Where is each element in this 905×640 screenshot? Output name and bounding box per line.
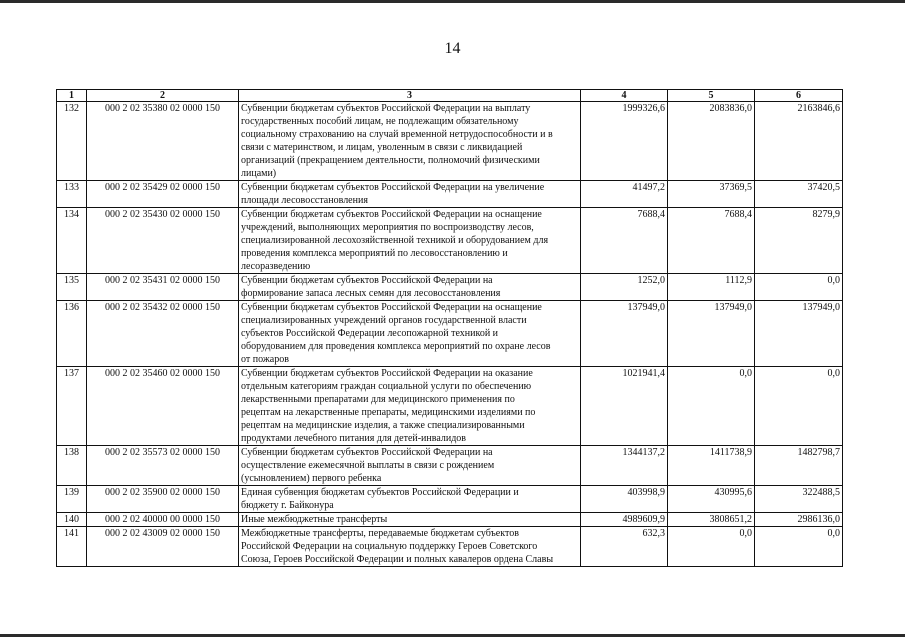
description-line: Субвенции бюджетам субъектов Российской Федерации на оказание bbox=[241, 368, 533, 379]
description-cell bbox=[239, 527, 581, 567]
description-line: Единая субвенция бюджетам субъектов Российской Федерации и bbox=[241, 487, 519, 498]
description-line: осуществление ежемесячной выплаты в связи с рождением bbox=[241, 460, 495, 471]
budget-code-cell: 000 2 02 35573 02 0000 150 bbox=[87, 446, 239, 486]
description-line: лесоразведению bbox=[241, 261, 311, 272]
description-line: Иные межбюджетные трансферты bbox=[241, 514, 388, 525]
table-row bbox=[57, 301, 843, 367]
value-col4-cell: 41497,2 bbox=[581, 181, 668, 208]
column-header: 5 bbox=[668, 90, 755, 102]
budget-code-cell: 000 2 02 40000 00 0000 150 bbox=[87, 513, 239, 527]
description-line: от пожаров bbox=[241, 354, 289, 365]
table-row bbox=[57, 208, 843, 274]
page-number: 14 bbox=[444, 40, 461, 57]
description-cell bbox=[239, 301, 581, 367]
table-row bbox=[57, 486, 843, 513]
value-col6-cell: 1482798,7 bbox=[755, 446, 843, 486]
description-line: субъектов Российской Федерации лесопожарной техникой и bbox=[241, 328, 499, 339]
description-line: Субвенции бюджетам субъектов Российской Федерации на оснащение bbox=[241, 209, 542, 220]
value-col5-cell: 0,0 bbox=[668, 367, 755, 446]
description-line: отдельным категориям граждан социальной услуги по обеспечению bbox=[241, 381, 532, 392]
table-row bbox=[57, 274, 843, 301]
table-row bbox=[57, 446, 843, 486]
row-number-cell: 138 bbox=[57, 446, 87, 486]
description-line: Субвенции бюджетам субъектов Российской Федерации на выплату bbox=[241, 103, 531, 114]
description-line: государственных пособий лицам, не подлежащим обязательному bbox=[241, 116, 519, 127]
value-col6-cell: 37420,5 bbox=[755, 181, 843, 208]
value-col5-cell: 1411738,9 bbox=[668, 446, 755, 486]
row-number-cell: 135 bbox=[57, 274, 87, 301]
description-line: лицами) bbox=[241, 168, 277, 179]
budget-code-cell: 000 2 02 35900 02 0000 150 bbox=[87, 486, 239, 513]
value-col4-cell: 1021941,4 bbox=[581, 367, 668, 446]
budget-code-cell: 000 2 02 35430 02 0000 150 bbox=[87, 208, 239, 274]
budget-table bbox=[56, 89, 843, 567]
description-cell bbox=[239, 181, 581, 208]
column-header: 1 bbox=[57, 90, 87, 102]
value-col5-cell: 37369,5 bbox=[668, 181, 755, 208]
row-number-cell: 137 bbox=[57, 367, 87, 446]
description-line: специализированных учреждений органов государственной власти bbox=[241, 315, 527, 326]
value-col4-cell: 632,3 bbox=[581, 527, 668, 567]
row-number-cell: 141 bbox=[57, 527, 87, 567]
description-cell bbox=[239, 367, 581, 446]
value-col4-cell: 7688,4 bbox=[581, 208, 668, 274]
row-number-cell: 134 bbox=[57, 208, 87, 274]
budget-code-cell: 000 2 02 43009 02 0000 150 bbox=[87, 527, 239, 567]
description-line: формирование запаса лесных семян для лесовосстановления bbox=[241, 288, 501, 299]
description-line: бюджету г. Байконура bbox=[241, 500, 334, 511]
description-line: Субвенции бюджетам субъектов Российской Федерации на оснащение bbox=[241, 302, 542, 313]
value-col6-cell: 0,0 bbox=[755, 527, 843, 567]
description-line: продуктами лечебного питания для детей-инвалидов bbox=[241, 433, 467, 444]
row-number-cell: 132 bbox=[57, 102, 87, 181]
table-row bbox=[57, 527, 843, 567]
value-col4-cell: 1344137,2 bbox=[581, 446, 668, 486]
table-header-row bbox=[57, 90, 843, 102]
row-number-cell: 139 bbox=[57, 486, 87, 513]
value-col5-cell: 0,0 bbox=[668, 527, 755, 567]
column-header: 4 bbox=[581, 90, 668, 102]
description-line: Союза, Героев Российской Федерации и полных кавалеров ордена Славы bbox=[241, 554, 554, 565]
description-cell bbox=[239, 513, 581, 527]
table-row bbox=[57, 513, 843, 527]
description-line: рецептам на лекарственные препараты, медицинскими изделиями по bbox=[241, 407, 536, 418]
description-line: рецептам на медицинские изделия, а также специализированными bbox=[241, 420, 525, 431]
description-cell bbox=[239, 486, 581, 513]
scan-border-bottom bbox=[0, 634, 905, 637]
description-line: (усыновлением) первого ребенка bbox=[241, 473, 382, 484]
value-col5-cell: 2083836,0 bbox=[668, 102, 755, 181]
value-col5-cell: 3808651,2 bbox=[668, 513, 755, 527]
description-line: Субвенции бюджетам субъектов Российской Федерации на увеличение bbox=[241, 182, 545, 193]
description-line: площади лесовосстановления bbox=[241, 195, 368, 206]
description-line: Субвенции бюджетам субъектов Российской Федерации на bbox=[241, 275, 493, 286]
budget-code-cell: 000 2 02 35431 02 0000 150 bbox=[87, 274, 239, 301]
description-cell bbox=[239, 102, 581, 181]
description-line: связи с материнством, и лицам, уволенным в связи с ликвидацией bbox=[241, 142, 523, 153]
value-col6-cell: 322488,5 bbox=[755, 486, 843, 513]
description-line: Российской Федерации на социальную поддержку Героев Советского bbox=[241, 541, 538, 552]
row-number-cell: 133 bbox=[57, 181, 87, 208]
value-col6-cell: 0,0 bbox=[755, 274, 843, 301]
column-header: 2 bbox=[87, 90, 239, 102]
value-col6-cell: 2163846,6 bbox=[755, 102, 843, 181]
value-col5-cell: 430995,6 bbox=[668, 486, 755, 513]
description-line: проведения комплекса мероприятий по лесовосстановлению и bbox=[241, 248, 508, 259]
value-col6-cell: 2986136,0 bbox=[755, 513, 843, 527]
description-cell bbox=[239, 208, 581, 274]
value-col4-cell: 1252,0 bbox=[581, 274, 668, 301]
description-line: организаций (прекращением деятельности, полномочий физическими bbox=[241, 155, 540, 166]
table-row bbox=[57, 102, 843, 181]
table-body bbox=[57, 102, 843, 567]
value-col5-cell: 137949,0 bbox=[668, 301, 755, 367]
value-col6-cell: 0,0 bbox=[755, 367, 843, 446]
description-cell bbox=[239, 446, 581, 486]
row-number-cell: 140 bbox=[57, 513, 87, 527]
budget-code-cell: 000 2 02 35380 02 0000 150 bbox=[87, 102, 239, 181]
value-col4-cell: 4989609,9 bbox=[581, 513, 668, 527]
description-line: лекарственными препаратами для медицинского применения по bbox=[241, 394, 515, 405]
table-row bbox=[57, 367, 843, 446]
table-row bbox=[57, 181, 843, 208]
description-line: учреждений, выполняющих мероприятия по воспроизводству лесов, bbox=[241, 222, 534, 233]
budget-code-cell: 000 2 02 35429 02 0000 150 bbox=[87, 181, 239, 208]
value-col6-cell: 137949,0 bbox=[755, 301, 843, 367]
description-line: оборудованием для проведения комплекса мероприятий по охране лесов bbox=[241, 341, 551, 352]
description-cell bbox=[239, 274, 581, 301]
description-line: Субвенции бюджетам субъектов Российской Федерации на bbox=[241, 447, 493, 458]
value-col6-cell: 8279,9 bbox=[755, 208, 843, 274]
scan-border-top bbox=[0, 0, 905, 3]
description-line: специализированной лесохозяйственной техникой и оборудованием для bbox=[241, 235, 549, 246]
value-col4-cell: 1999326,6 bbox=[581, 102, 668, 181]
column-header: 3 bbox=[239, 90, 581, 102]
value-col4-cell: 137949,0 bbox=[581, 301, 668, 367]
value-col4-cell: 403998,9 bbox=[581, 486, 668, 513]
description-line: Межбюджетные трансферты, передаваемые бюджетам субъектов bbox=[241, 528, 519, 539]
value-col5-cell: 7688,4 bbox=[668, 208, 755, 274]
budget-code-cell: 000 2 02 35432 02 0000 150 bbox=[87, 301, 239, 367]
description-line: социальному страхованию на случай временной нетрудоспособности и в bbox=[241, 129, 553, 140]
budget-code-cell: 000 2 02 35460 02 0000 150 bbox=[87, 367, 239, 446]
value-col5-cell: 1112,9 bbox=[668, 274, 755, 301]
column-header: 6 bbox=[755, 90, 843, 102]
row-number-cell: 136 bbox=[57, 301, 87, 367]
